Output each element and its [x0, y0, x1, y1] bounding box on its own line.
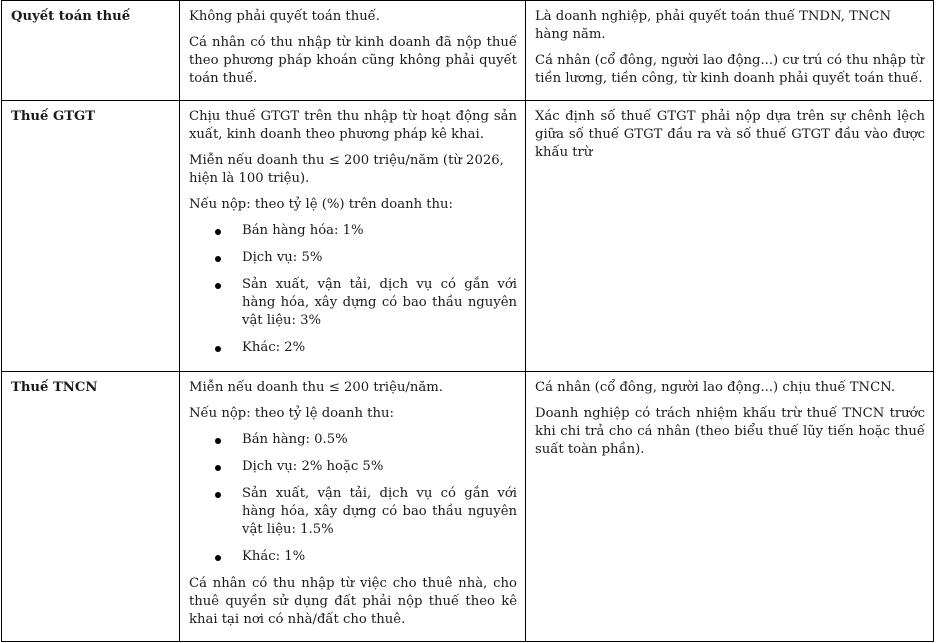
text-paragraph: Cá nhân có thu nhập từ kinh doanh đã nộp thuế theo phương pháp khoán cũng không phải quyết toán thuế. — [189, 35, 517, 86]
list-item: Khác: 2% — [189, 339, 517, 357]
company-cell — [526, 1, 934, 101]
text-paragraph: Xác định số thuế GTGT phải nộp dựa trên sự chênh lệch giữa số thuế GTGT đầu ra và số thuế GTGT đầu vào được khấu trừ — [535, 109, 925, 160]
text-paragraph: Nếu nộp: theo tỷ lệ (%) trên doanh thu: — [189, 197, 453, 212]
text-paragraph: Nếu nộp: theo tỷ lệ doanh thu: — [189, 406, 394, 421]
table-row — [2, 1, 934, 101]
text-paragraph: Chịu thuế GTGT trên thu nhập từ hoạt động sản xuất, kinh doanh theo phương pháp kê khai. — [189, 109, 517, 142]
company-cell — [526, 372, 934, 642]
household-cell — [180, 1, 526, 101]
text-paragraph: Không phải quyết toán thuế. — [189, 9, 380, 24]
list-item: Sản xuất, vận tải, dịch vụ có gắn với hàng hóa, xây dựng có bao thầu nguyên vật liệu: 3% — [189, 276, 517, 330]
list-item: Bán hàng hóa: 1% — [189, 222, 517, 240]
row-label-tax-settlement: Quyết toán thuế — [2, 1, 180, 101]
text-paragraph: Cá nhân (cổ đông, người lao động...) chịu thuế TNCN. — [535, 380, 896, 395]
tax-comparison-table — [1, 0, 934, 642]
list-item: Bán hàng: 0.5% — [189, 431, 517, 449]
rate-list — [189, 431, 517, 566]
household-cell — [180, 101, 526, 372]
rate-list — [189, 222, 517, 357]
text-paragraph: Doanh nghiệp có trách nhiệm khấu trừ thuế TNCN trước khi chi trả cho cá nhân (theo biểu thuế lũy tiến hoặc thuế suất toàn phần). — [535, 406, 925, 457]
row-label-vat: Thuế GTGT — [2, 101, 180, 372]
table-row — [2, 372, 934, 642]
household-cell — [180, 372, 526, 642]
list-item: Khác: 1% — [189, 548, 517, 566]
list-item: Sản xuất, vận tải, dịch vụ có gắn với hàng hóa, xây dựng có bao thầu nguyên vật liệu: 1.5% — [189, 485, 517, 539]
company-cell — [526, 101, 934, 372]
text-paragraph: Là doanh nghiệp, phải quyết toán thuế TNDN, TNCN hàng năm. — [535, 9, 892, 42]
text-paragraph: Miễn nếu doanh thu ≤ 200 triệu/năm. — [189, 380, 443, 395]
text-paragraph: Cá nhân (cổ đông, người lao động...) cư trú có thu nhập từ tiền lương, tiền công, từ kinh doanh phải quyết toán thuế. — [535, 53, 925, 86]
list-item: Dịch vụ: 2% hoặc 5% — [189, 458, 517, 476]
row-label-pit: Thuế TNCN — [2, 372, 180, 642]
text-paragraph: Cá nhân có thu nhập từ việc cho thuê nhà, cho thuê quyền sử dụng đất phải nộp thuế theo kê khai tại nơi có nhà/đất cho thuê. — [189, 576, 517, 627]
list-item: Dịch vụ: 5% — [189, 249, 517, 267]
text-paragraph: Miễn nếu doanh thu ≤ 200 triệu/năm (từ 2026, hiện là 100 triệu). — [189, 153, 504, 186]
table-row — [2, 101, 934, 372]
